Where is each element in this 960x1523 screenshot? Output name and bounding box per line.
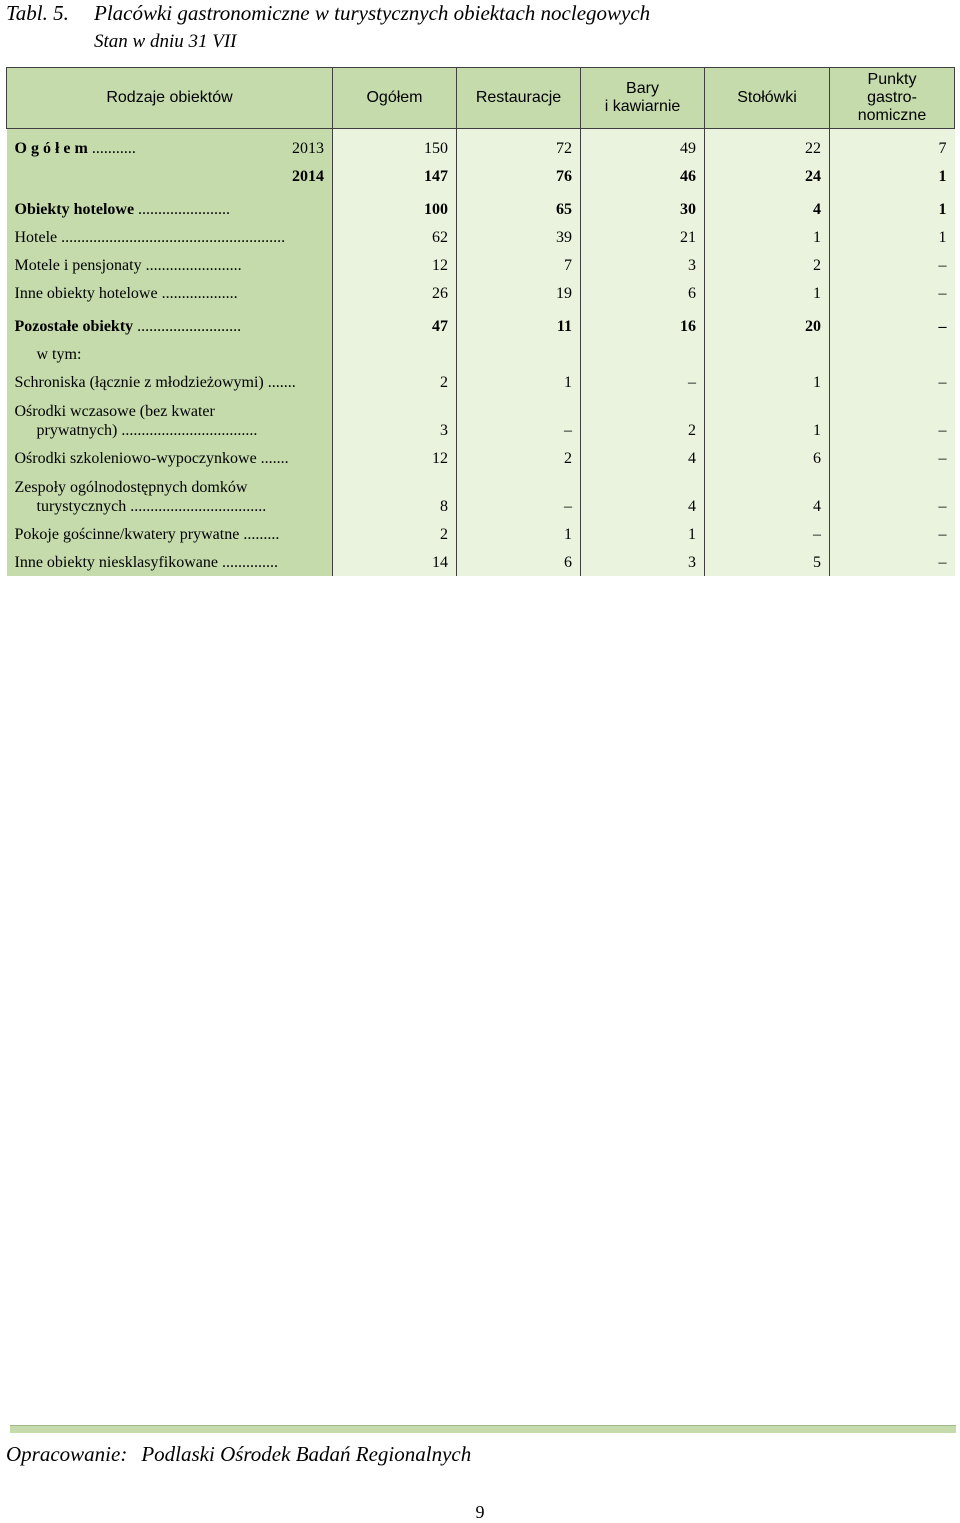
- cell-value: 6: [457, 548, 581, 576]
- table-title-text: Placówki gastronomiczne w turystycznych obiektach noclegowych: [94, 1, 651, 25]
- cell-value: 1: [581, 520, 705, 548]
- cell-value: 100: [333, 195, 457, 223]
- row-label: Obiekty hotelowe .......................: [7, 195, 333, 223]
- column-header-canteens: Stołówki: [705, 68, 830, 129]
- cell-value: 1: [705, 223, 830, 251]
- table-row-of-which: [7, 340, 955, 368]
- column-header-restaurants: Restauracje: [457, 68, 581, 129]
- row-label: O g ó ł e m ........... 2013: [7, 134, 333, 162]
- column-header-total: Ogółem: [333, 68, 457, 129]
- cell-value: 147: [333, 162, 457, 190]
- table-row-shelters: [7, 368, 955, 396]
- cell-value: 5: [705, 548, 830, 576]
- cell-value: 1: [705, 396, 830, 444]
- cell-value: 26: [333, 279, 457, 307]
- cell-value: 76: [457, 162, 581, 190]
- cell-value: –: [457, 396, 581, 444]
- cell-value: –: [830, 548, 955, 576]
- cell-value: 4: [581, 444, 705, 472]
- cell-value: 150: [333, 134, 457, 162]
- table-row-training-centres: [7, 444, 955, 472]
- table-row-holiday-centres: [7, 396, 955, 444]
- row-label: Pozostałe obiekty ..........................: [7, 312, 333, 340]
- table-number: Tabl. 5.: [6, 1, 69, 25]
- cell-value: 14: [333, 548, 457, 576]
- cell-value: –: [457, 472, 581, 520]
- cell-value: –: [830, 520, 955, 548]
- table-row-motels: [7, 251, 955, 279]
- cell-value: 2: [581, 396, 705, 444]
- table-row-total-2013: [7, 134, 955, 162]
- table-row-other-objects: [7, 312, 955, 340]
- cell-value: 6: [581, 279, 705, 307]
- row-label: w tym:: [7, 340, 333, 368]
- row-label: Inne obiekty hotelowe ...................: [7, 279, 333, 307]
- cell-value: 65: [457, 195, 581, 223]
- cell-value: –: [830, 251, 955, 279]
- cell-value: 7: [830, 134, 955, 162]
- cell-value: 16: [581, 312, 705, 340]
- cell-value: 8: [333, 472, 457, 520]
- cell-value: 20: [705, 312, 830, 340]
- cell-value: 21: [581, 223, 705, 251]
- source-text: Podlaski Ośrodek Badań Regionalnych: [141, 1442, 472, 1466]
- table-row-hotel-objects: [7, 195, 955, 223]
- row-label: Ośrodki wczasowe (bez kwater prywatnych) ..................................: [7, 396, 333, 444]
- cell-value: 11: [457, 312, 581, 340]
- cell-value: 47: [333, 312, 457, 340]
- cell-value: 4: [581, 472, 705, 520]
- table-subtitle: Stan w dniu 31 VII: [94, 31, 237, 52]
- row-label: Hotele ........................................................: [7, 223, 333, 251]
- cell-value: 1: [705, 279, 830, 307]
- cell-value: –: [830, 368, 955, 396]
- cell-value: 1: [457, 368, 581, 396]
- cell-value: 2: [705, 251, 830, 279]
- cell-value: 2: [333, 520, 457, 548]
- cell-value: 12: [333, 444, 457, 472]
- cell-value: 1: [457, 520, 581, 548]
- cell-value: 49: [581, 134, 705, 162]
- table-row-guest-rooms: [7, 520, 955, 548]
- data-table: [6, 67, 955, 576]
- table-row-other-hotel: [7, 279, 955, 307]
- table-row-total-2014: [7, 162, 955, 190]
- cell-value: 1: [830, 223, 955, 251]
- cell-value: –: [705, 520, 830, 548]
- cell-value: 1: [830, 162, 955, 190]
- row-label: Schroniska (łącznie z młodzieżowymi) .......: [7, 368, 333, 396]
- cell-value: 22: [705, 134, 830, 162]
- column-header-bars: Bary i kawiarnie: [581, 68, 705, 129]
- page-number: 9: [475, 1502, 485, 1522]
- cell-value: 4: [705, 472, 830, 520]
- cell-value: 2: [457, 444, 581, 472]
- row-label: Ośrodki szkoleniowo-wypoczynkowe .......: [7, 444, 333, 472]
- cell-value: 3: [333, 396, 457, 444]
- cell-value: –: [830, 472, 955, 520]
- table-header-row: [7, 68, 955, 129]
- cell-value: 39: [457, 223, 581, 251]
- cell-value: –: [830, 396, 955, 444]
- row-label: Pokoje gościnne/kwatery prywatne .........: [7, 520, 333, 548]
- cell-value: 72: [457, 134, 581, 162]
- cell-value: 12: [333, 251, 457, 279]
- row-label: 2014: [7, 162, 333, 190]
- cell-value: –: [830, 312, 955, 340]
- table-title: [6, 0, 946, 54]
- cell-value: 6: [705, 444, 830, 472]
- cell-value: 62: [333, 223, 457, 251]
- column-header-points: Punkty gastro- nomiczne: [830, 68, 955, 129]
- cell-value: 3: [581, 251, 705, 279]
- cell-value: –: [830, 444, 955, 472]
- cell-value: 3: [581, 548, 705, 576]
- source-label: Opracowanie:: [6, 1442, 128, 1466]
- column-header-type: Rodzaje obiektów: [7, 68, 333, 129]
- cell-value: 4: [705, 195, 830, 223]
- row-label: Inne obiekty niesklasyfikowane ..............: [7, 548, 333, 576]
- cell-value: 2: [333, 368, 457, 396]
- table-row-cottages: [7, 472, 955, 520]
- table-row-unclassified: [7, 548, 955, 576]
- footer-divider: [10, 1425, 956, 1433]
- cell-value: 46: [581, 162, 705, 190]
- row-label: Motele i pensjonaty ........................: [7, 251, 333, 279]
- cell-value: 1: [705, 368, 830, 396]
- cell-value: 7: [457, 251, 581, 279]
- cell-value: 30: [581, 195, 705, 223]
- cell-value: –: [581, 368, 705, 396]
- cell-value: 1: [830, 195, 955, 223]
- row-label: Zespoły ogólnodostępnych domków turystycznych ..................................: [7, 472, 333, 520]
- source-note: [6, 1442, 471, 1467]
- cell-value: –: [830, 279, 955, 307]
- cell-value: 24: [705, 162, 830, 190]
- table-row-hotels: [7, 223, 955, 251]
- cell-value: 19: [457, 279, 581, 307]
